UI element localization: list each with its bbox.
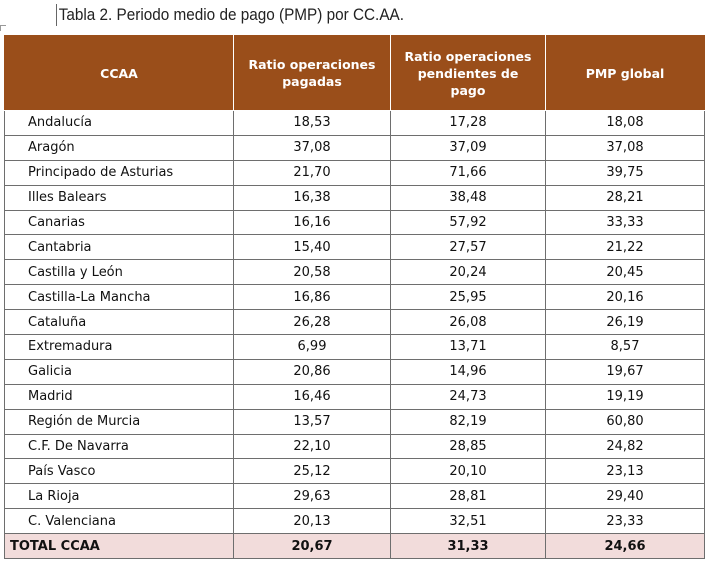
table-row <box>5 160 705 185</box>
total-row <box>5 534 705 559</box>
total-cell-pmp-global: 24,66 <box>546 534 705 559</box>
cell-ccaa: Principado de Asturias <box>5 160 234 185</box>
cell-ratio-pagadas: 25,12 <box>234 459 391 484</box>
cell-ratio-pagadas: 22,10 <box>234 434 391 459</box>
table-row <box>5 285 705 310</box>
cell-ratio-pagadas: 15,40 <box>234 235 391 260</box>
cell-ccaa: Región de Murcia <box>5 409 234 434</box>
cell-ratio-pagadas: 16,46 <box>234 384 391 409</box>
cell-ccaa: C. Valenciana <box>5 509 234 534</box>
table-row <box>5 484 705 509</box>
cell-pmp-global: 20,45 <box>546 260 705 285</box>
cell-pmp-global: 23,33 <box>546 509 705 534</box>
cell-ratio-pagadas: 20,13 <box>234 509 391 534</box>
cell-ratio-pagadas: 29,63 <box>234 484 391 509</box>
pmp-table <box>4 35 705 559</box>
cell-ccaa: Canarias <box>5 210 234 235</box>
cell-pmp-global: 23,13 <box>546 459 705 484</box>
table-row <box>5 434 705 459</box>
table-row <box>5 235 705 260</box>
cell-ratio-pagadas: 6,99 <box>234 335 391 360</box>
cell-ratio-pagadas: 20,58 <box>234 260 391 285</box>
table-row <box>5 509 705 534</box>
cell-ratio-pagadas: 16,16 <box>234 210 391 235</box>
total-cell-ratio-pagadas: 20,67 <box>234 534 391 559</box>
cell-pmp-global: 39,75 <box>546 160 705 185</box>
cell-ratio-pendientes: 37,09 <box>391 135 546 160</box>
table-anchor-mark <box>0 25 6 31</box>
table-row <box>5 185 705 210</box>
table-row <box>5 310 705 335</box>
cell-ccaa: Illes Balears <box>5 185 234 210</box>
cell-ratio-pendientes: 17,28 <box>391 111 546 136</box>
cell-ccaa: Aragón <box>5 135 234 160</box>
cell-ratio-pagadas: 16,38 <box>234 185 391 210</box>
cell-ratio-pendientes: 14,96 <box>391 359 546 384</box>
cell-ccaa: Galicia <box>5 359 234 384</box>
cell-ratio-pagadas: 13,57 <box>234 409 391 434</box>
cell-ratio-pendientes: 20,10 <box>391 459 546 484</box>
total-cell-ratio-pendientes: 31,33 <box>391 534 546 559</box>
cell-ratio-pagadas: 16,86 <box>234 285 391 310</box>
table-row <box>5 210 705 235</box>
cell-ratio-pendientes: 32,51 <box>391 509 546 534</box>
cell-ccaa: País Vasco <box>5 459 234 484</box>
table-row <box>5 135 705 160</box>
table-row <box>5 359 705 384</box>
header-ccaa: CCAA <box>5 36 234 111</box>
cell-ratio-pendientes: 28,81 <box>391 484 546 509</box>
header-ratio-pendientes: Ratio operaciones pendientes de pago <box>391 36 546 111</box>
cell-ratio-pendientes: 24,73 <box>391 384 546 409</box>
cell-ratio-pagadas: 20,86 <box>234 359 391 384</box>
cell-ccaa: Andalucía <box>5 111 234 136</box>
cell-ratio-pendientes: 25,95 <box>391 285 546 310</box>
cell-ccaa: Cantabria <box>5 235 234 260</box>
cell-pmp-global: 26,19 <box>546 310 705 335</box>
cell-ratio-pagadas: 26,28 <box>234 310 391 335</box>
cell-pmp-global: 19,19 <box>546 384 705 409</box>
table-row <box>5 335 705 360</box>
cell-ratio-pagadas: 18,53 <box>234 111 391 136</box>
cell-pmp-global: 20,16 <box>546 285 705 310</box>
cell-pmp-global: 28,21 <box>546 185 705 210</box>
total-cell-ccaa: TOTAL CCAA <box>5 534 234 559</box>
header-row <box>5 36 705 111</box>
cell-ratio-pendientes: 27,57 <box>391 235 546 260</box>
cell-ccaa: C.F. De Navarra <box>5 434 234 459</box>
cell-pmp-global: 18,08 <box>546 111 705 136</box>
table-row <box>5 260 705 285</box>
cell-ratio-pendientes: 71,66 <box>391 160 546 185</box>
cell-ratio-pagadas: 21,70 <box>234 160 391 185</box>
table-caption: Tabla 2. Periodo medio de pago (PMP) por CC.AA. <box>56 4 404 26</box>
cell-ratio-pendientes: 26,08 <box>391 310 546 335</box>
cell-pmp-global: 24,82 <box>546 434 705 459</box>
cell-ratio-pendientes: 28,85 <box>391 434 546 459</box>
cell-pmp-global: 21,22 <box>546 235 705 260</box>
cell-ratio-pagadas: 37,08 <box>234 135 391 160</box>
cell-pmp-global: 60,80 <box>546 409 705 434</box>
table-row <box>5 384 705 409</box>
header-pmp-global: PMP global <box>546 36 705 111</box>
cell-ccaa: Castilla y León <box>5 260 234 285</box>
table-row <box>5 111 705 136</box>
table-body <box>5 111 705 559</box>
table-header <box>5 36 705 111</box>
cell-ccaa: Extremadura <box>5 335 234 360</box>
cell-pmp-global: 19,67 <box>546 359 705 384</box>
table-row <box>5 459 705 484</box>
cell-ratio-pendientes: 20,24 <box>391 260 546 285</box>
cell-ccaa: La Rioja <box>5 484 234 509</box>
cell-ccaa: Cataluña <box>5 310 234 335</box>
cell-pmp-global: 8,57 <box>546 335 705 360</box>
cell-ratio-pendientes: 57,92 <box>391 210 546 235</box>
cell-pmp-global: 37,08 <box>546 135 705 160</box>
cell-ccaa: Castilla-La Mancha <box>5 285 234 310</box>
cell-pmp-global: 29,40 <box>546 484 705 509</box>
cell-pmp-global: 33,33 <box>546 210 705 235</box>
cell-ratio-pendientes: 13,71 <box>391 335 546 360</box>
cell-ratio-pendientes: 38,48 <box>391 185 546 210</box>
header-ratio-pagadas: Ratio operaciones pagadas <box>234 36 391 111</box>
table-row <box>5 409 705 434</box>
cell-ratio-pendientes: 82,19 <box>391 409 546 434</box>
cell-ccaa: Madrid <box>5 384 234 409</box>
